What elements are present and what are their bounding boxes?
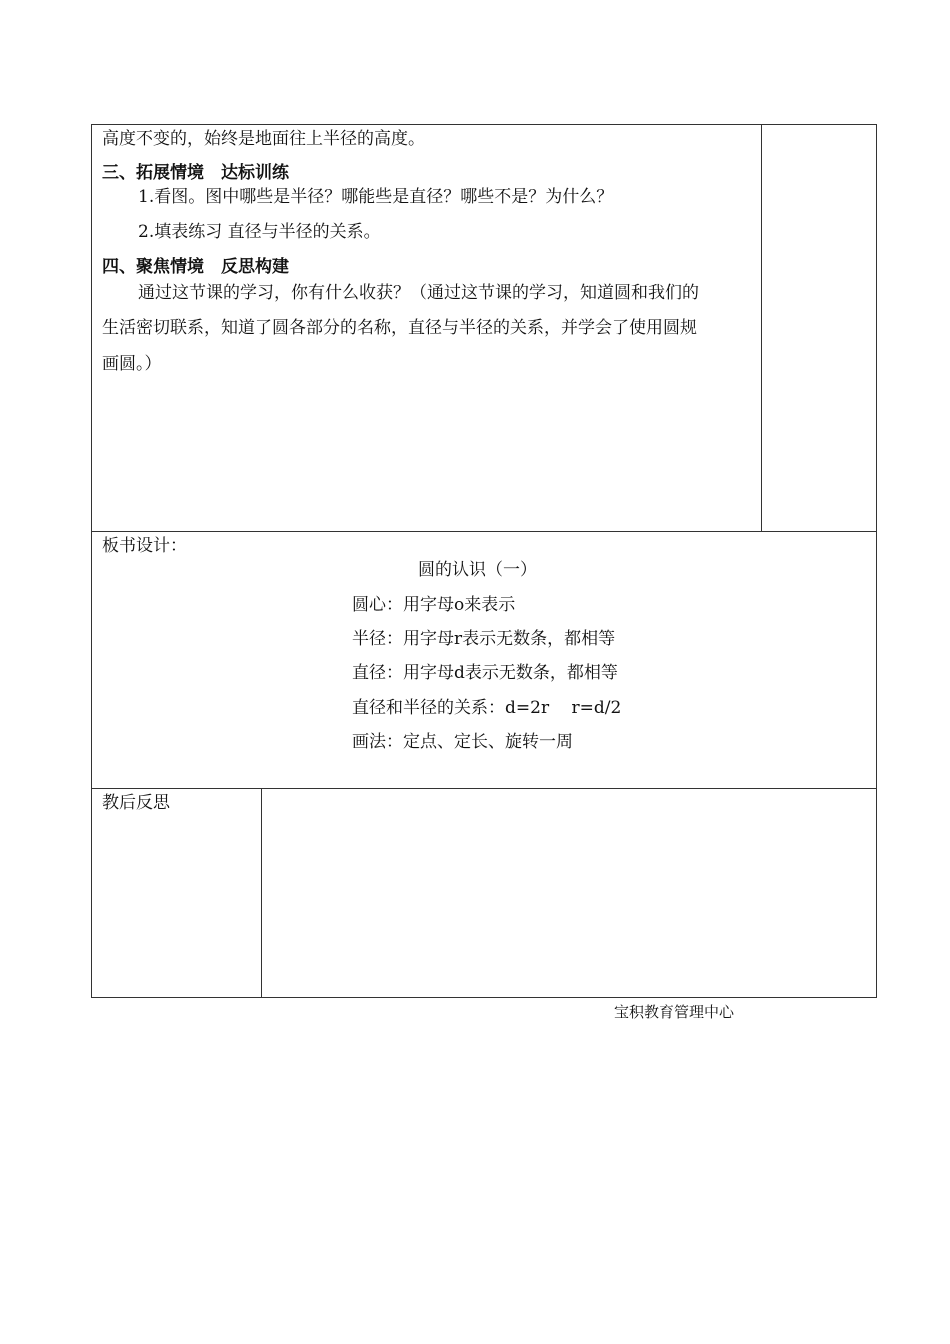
board-title: 圆的认识（一） (418, 560, 537, 580)
board-line-relation: 直径和半径的关系：d=2r r=d/2 (352, 698, 622, 718)
board-line-radius: 半径：用字母r表示无数条，都相等 (352, 629, 616, 649)
row-divider-1 (91, 531, 877, 532)
exercise-item-2: 2.填表练习 直径与半径的关系。 (138, 222, 381, 242)
reflection-label: 教后反思 (102, 793, 170, 813)
board-design-label: 板书设计： (102, 536, 187, 556)
summary-line-1: 通过这节课的学习，你有什么收获？（通过这节课的学习，知道圆和我们的 (138, 283, 699, 303)
footer-org: 宝积教育管理中心 (614, 1003, 735, 1021)
reflection-divider (261, 788, 262, 998)
heading-reflection-building: 四、聚焦情境 反思构建 (102, 257, 289, 277)
board-line-center: 圆心：用字母o来表示 (352, 595, 516, 615)
row-divider-2 (91, 788, 877, 789)
board-line-drawing: 画法：定点、定长、旋转一周 (352, 732, 573, 752)
top-row-divider (761, 124, 762, 532)
board-line-diameter: 直径：用字母d表示无数条，都相等 (352, 663, 618, 683)
summary-line-3: 画圆。） (102, 354, 162, 374)
summary-line-2: 生活密切联系，知道了圆各部分的名称，直径与半径的关系，并学会了使用圆规 (102, 318, 697, 338)
continuation-text: 高度不变的，始终是地面往上半径的高度。 (102, 129, 425, 149)
heading-extension-training: 三、拓展情境 达标训练 (102, 163, 289, 183)
exercise-item-1: 1.看图。图中哪些是半径？哪能些是直径？哪些不是？为什么？ (138, 187, 614, 207)
